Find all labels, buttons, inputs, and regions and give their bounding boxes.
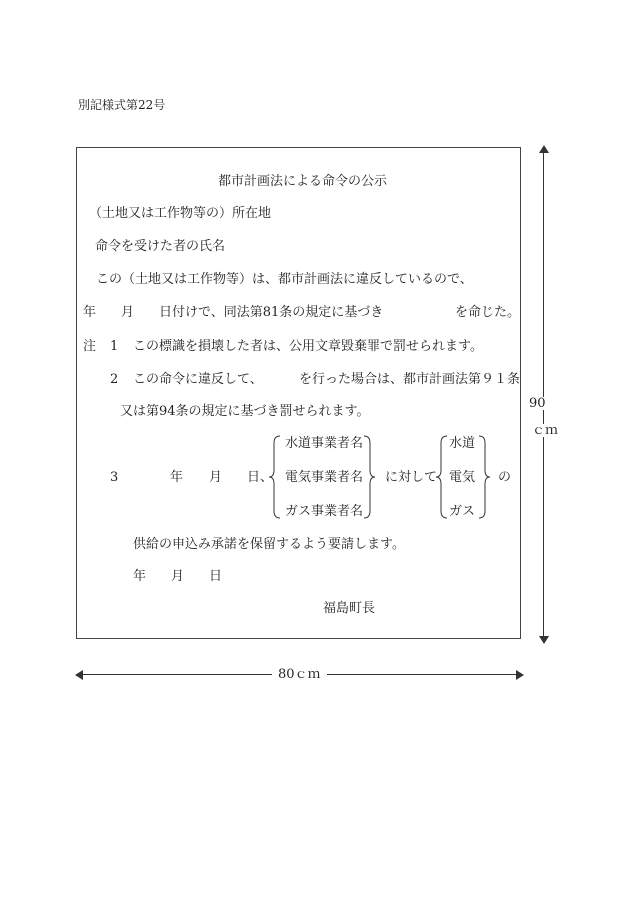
note-label: 注 [83, 339, 97, 354]
request-text: 供給の申込み承諾を保留するよう要請します。 [133, 537, 405, 552]
height-dimension-number: 90 [529, 396, 546, 411]
arrow-down-icon [539, 636, 549, 644]
utility-gas: ガス [449, 504, 476, 519]
operator-electric: 電気事業者名 [285, 470, 364, 485]
date-month: 月 [171, 569, 185, 584]
board-title: 都市計画法による命令の公示 [218, 174, 388, 189]
body-line-2-month: 月 [121, 305, 135, 320]
body-line-2-text: 日付けで、同法第81条の規定に基づき [159, 305, 384, 320]
particle: の [498, 470, 512, 485]
utility-electric: 電気 [449, 470, 476, 485]
body-line-2-year: 年 [83, 305, 97, 320]
operator-water: 水道事業者名 [285, 436, 364, 451]
note-2-text-b: を行った場合は、都市計画法第９１条 [299, 372, 521, 387]
arrow-right-icon [516, 670, 524, 680]
note-1-number: 1 [110, 339, 119, 354]
note-3-number: 3 [110, 470, 119, 485]
note-3-year: 年 [170, 470, 184, 485]
body-line-1: この（土地又は工作物等）は、都市計画法に違反しているので、 [96, 272, 473, 287]
form-number: 別記様式第22号 [78, 98, 166, 112]
width-dimension-label: 80ｃｍ [272, 668, 327, 681]
date-year: 年 [133, 569, 147, 584]
arrow-up-icon [539, 145, 549, 153]
note-2-number: 2 [110, 372, 119, 387]
location-label: （土地又は工作物等の）所在地 [89, 206, 272, 221]
issuer: 福島町長 [323, 601, 376, 616]
arrow-left-icon [75, 670, 83, 680]
height-dimension-line [543, 150, 544, 638]
note-2-text-a: この命令に違反して、 [133, 372, 263, 387]
against-text: に対して [385, 470, 438, 485]
note-3-day: 日、 [247, 470, 274, 485]
note-1-text: この標識を損壊した者は、公用文章毀棄罪で罰せられます。 [133, 339, 483, 354]
note-2-text-c: 又は第94条の規定に基づき罰せられます。 [120, 404, 370, 419]
date-day: 日 [209, 569, 223, 584]
note-3-month: 月 [209, 470, 223, 485]
height-dimension-unit: ｃｍ [532, 423, 559, 438]
operator-gas: ガス事業者名 [285, 504, 364, 519]
utility-water: 水道 [449, 436, 476, 451]
recipient-label: 命令を受けた者の氏名 [95, 239, 226, 254]
body-line-2-end: を命じた。 [455, 305, 521, 320]
